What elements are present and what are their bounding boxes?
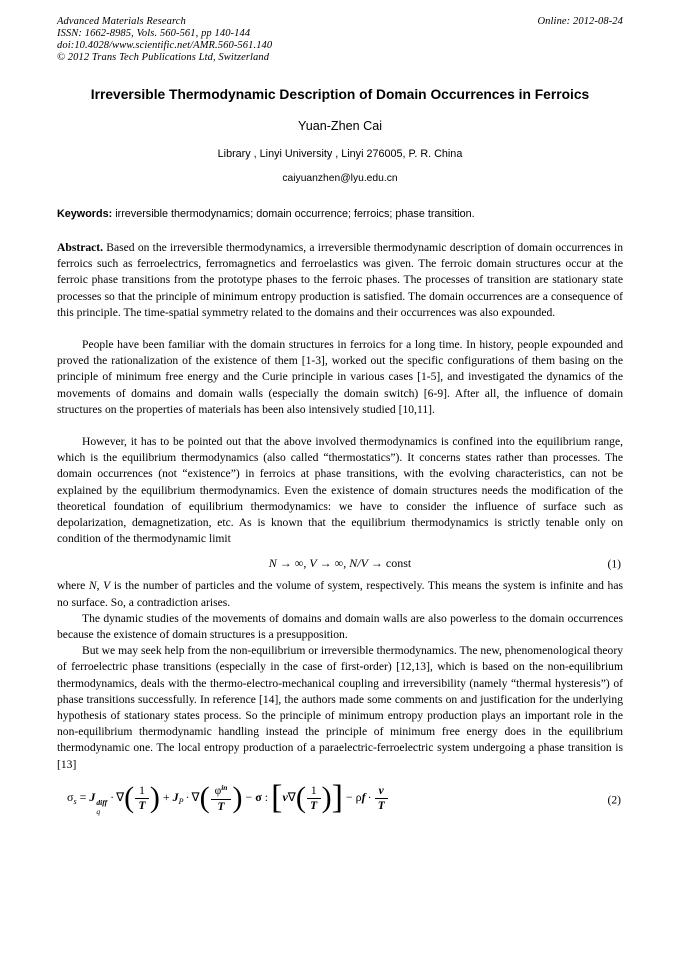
where-V: V (103, 579, 111, 593)
eq2-J-sup: diff (96, 798, 108, 808)
where-rest: is the number of particles and the volume of system, respectively. This means the system is infinite and has no surface. So, a contradiction arises. (57, 579, 623, 609)
eq2-frac-phi (211, 784, 232, 812)
eq2-rbracket: ] (331, 779, 343, 817)
equation-1-number: (1) (607, 557, 621, 571)
eq2-J-sub: q (96, 806, 101, 816)
equation-1-body (269, 556, 412, 570)
eq2-phi-sup: in (221, 783, 228, 793)
eq2-lparen-3: ( (295, 781, 306, 815)
abstract-text: Based on the irreversible thermodynamics, a irreversible thermodynamic description of domain occurrences in ferroics such as ferroelectrics, ferromagnetics and ferroelastics was given. The ferroic domain structures occur at the ferroic phase transitions from the prototype phases to the ferroic phases. The processes of transition are stationary state processes so that the principle of minimum entropy production is satisfied. The domain occurrences are a consequence of this principle. The time-spatial symmetry related to the domains and their occurrences was also expounded. (57, 241, 623, 319)
eq2-lparen-2: ( (199, 781, 210, 815)
eq2-frac1-num: 1 (135, 785, 149, 799)
online-date: Online: 2012-08-24 (537, 16, 623, 27)
eq2-force: f (361, 790, 366, 805)
keywords-label: Keywords: (57, 208, 113, 220)
abstract-paragraph (57, 240, 623, 321)
publication-header (57, 16, 623, 64)
eq2-rparen-3: ) (321, 781, 332, 815)
eq2-nabla-3: ∇ (287, 790, 296, 805)
doi-line: doi:10.4028/www.scientific.net/AMR.560-561.140 (57, 40, 273, 51)
eq2-lbracket: [ (271, 779, 283, 817)
where-pre: where (57, 579, 89, 593)
author-name: Yuan-Zhen Cai (297, 119, 382, 133)
eq2-frac-1overT-1 (135, 785, 149, 812)
eq2-frac-1overT-2 (307, 785, 321, 812)
eq2-rparen-1: ) (149, 781, 160, 815)
eq1-to-inf-1: → ∞, (276, 556, 310, 571)
eq2-phi: φ (214, 785, 222, 798)
eq2-dot-1: · (110, 790, 115, 805)
eq1-V: V (309, 556, 317, 571)
eq2-frac4-num: v (375, 785, 388, 799)
eq2-frac2-num (211, 784, 232, 799)
eq2-equals: = (79, 790, 87, 805)
eq2-rho: ρ (355, 790, 362, 805)
paragraph-where (57, 578, 623, 610)
eq1-NV: N/V (349, 556, 368, 571)
eq2-velocity-1: v (282, 790, 288, 805)
eq2-frac-voverT (375, 785, 388, 812)
eq2-frac1-den: T (138, 800, 146, 813)
abstract-label: Abstract. (57, 241, 104, 254)
eq2-dot-2: · (185, 790, 190, 805)
eq2-dot-3: · (367, 790, 372, 805)
keywords-line (57, 208, 623, 220)
eq2-sigma-tensor: σ (255, 790, 262, 805)
eq2-lparen-1: ( (124, 781, 135, 815)
eq2-sigma-sub: s (73, 797, 77, 807)
eq2-frac2-den: T (217, 800, 225, 813)
eq2-rparen-2: ) (232, 781, 243, 815)
eq2-J2-sub: P (178, 797, 184, 807)
journal-name: Advanced Materials Research (57, 16, 186, 27)
eq2-J-supsub (96, 799, 107, 815)
eq1-to-const: → const (367, 556, 412, 571)
eq2-minus-2: − (345, 790, 353, 805)
author-email: caiyuanzhen@lyu.edu.cn (282, 173, 398, 184)
eq1-to-inf-2: → ∞, (316, 556, 350, 571)
paragraph-dynamic: The dynamic studies of the movements of domains and domain walls are also powerless to the domain occurrences because the existence of domain structures is a presupposition. (57, 611, 623, 642)
where-N: N (88, 579, 97, 593)
paper-title: Irreversible Thermodynamic Description of Domain Occurrences in Ferroics (90, 87, 590, 102)
keywords-text: irreversible thermodynamics; domain occurrence; ferroics; phase transition. (112, 208, 475, 220)
eq2-J-polar: J (172, 790, 179, 805)
equation-2-body (67, 779, 389, 817)
eq2-plus: + (162, 790, 170, 805)
author-affiliation: Library , Linyi University , Linyi 276005, P. R. China (217, 148, 463, 160)
equation-1 (57, 556, 623, 571)
paragraph-history: People have been familiar with the domain structures in ferroics for a long time. In history, people expounded and proved the rationalization of the existence of them [1-3], worked out the specific configurations of them basing on the principle of minimum free energy and the Curie principle in various cases [1-5], and investigated the dynamics of the movements of domains and domain walls (especially the domain switch) [6-9]. After all, the influence of domain structures on the properties of materials has been also intensively studied [10,11]. (57, 338, 623, 416)
paragraph-equilibrium: However, it has to be pointed out that the above involved thermodynamics is confined into the equilibrium range, which is the equilibrium thermodynamics (also called “thermostatics”). It concerns states rather than processes. The domain occurrences (not “existence”) in ferroics at phase transitions, with the evolving characteristics, can not be explained by the equilibrium thermodynamics. Even the existence of domain structures needs the modification of the theoretical foundation of equilibrium thermodynamics: we have to consider the influence of surface such as depolarization, demagnetization, etc. As is known that the equilibrium thermodynamics is strictly tenable only on condition of the thermodynamic limit (57, 435, 623, 546)
eq2-sigma-s: σ (67, 790, 74, 805)
eq2-frac3-den: T (310, 800, 318, 813)
issn-line: ISSN: 1662-8985, Vols. 560-561, pp 140-144 (57, 28, 251, 39)
eq1-N: N (268, 556, 277, 571)
eq2-J-heat: J (89, 790, 96, 805)
paper-page (57, 16, 623, 829)
equation-2-number: (2) (607, 793, 621, 807)
eq2-colon: : (264, 790, 269, 805)
where-sep: , (96, 579, 104, 593)
copyright-line: © 2012 Trans Tech Publications Ltd, Switzerland (57, 52, 270, 63)
eq2-frac3-num: 1 (307, 785, 321, 799)
equation-2 (57, 777, 623, 823)
eq2-nabla-1: ∇ (116, 790, 125, 805)
paragraph-help: But we may seek help from the non-equilibrium or irreversible thermodynamics. The new, phenomenological theory of ferroelectric phase transitions (especially in the case of first-order) [12,13], which is based on the non-equilibrium thermodynamics, deals with the thermo-electro-mechanical coupling and irreversibility (namely “thermal hysteresis”) of phase transitions successfully. In reference [14], the authors made some comments on and justification for the underlying hypothesis of stationary states process. So the principle of minimum entropy production plays an important role in the non-equilibrium thermodynamic handling instead the principle of minimum free energy does in the equilibrium thermodynamic one. The local entropy production of a paraelectric-ferroelectric system undergoing a phase transition is [13] (57, 644, 623, 771)
eq2-nabla-2: ∇ (191, 790, 200, 805)
eq2-frac4-den: T (377, 800, 385, 813)
eq2-minus-1: − (245, 790, 253, 805)
